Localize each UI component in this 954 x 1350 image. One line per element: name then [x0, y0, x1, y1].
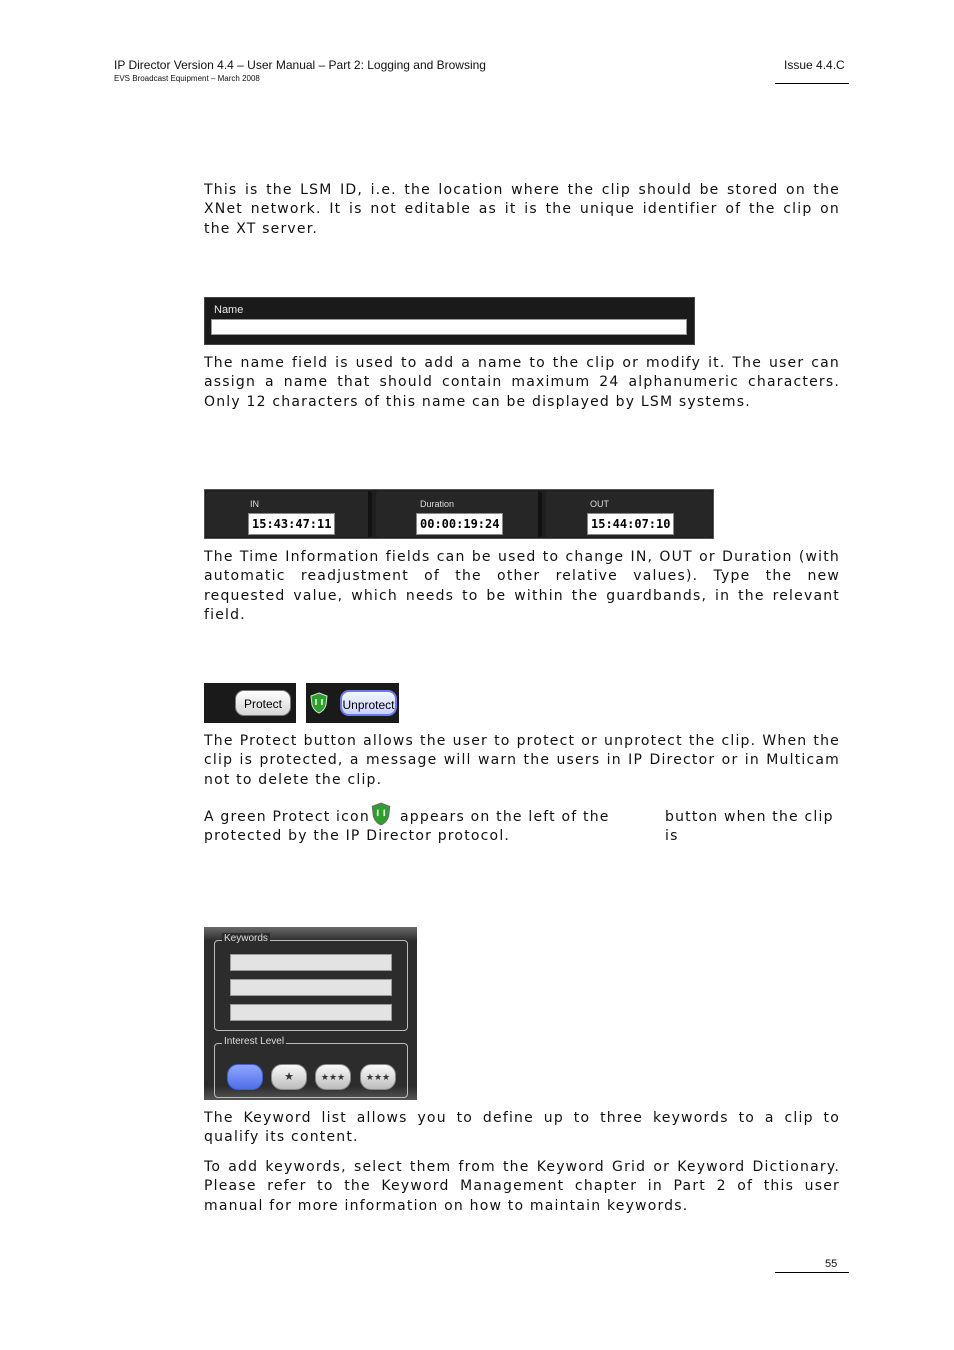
time-out-cell [546, 491, 712, 537]
interest-level-label: Interest Level [224, 1036, 285, 1047]
in-label: IN [250, 499, 259, 509]
protect-description: The Protect button allows the user to protect or unprotect the clip. When the clip is protected, a message will warn the users in IP Director or in Multicam not to delete the clip. [204, 733, 840, 788]
keyword-field-1[interactable] [230, 954, 392, 971]
time-in-cell [206, 491, 372, 537]
page-number: 55 [825, 1258, 838, 1270]
protect-icon-text-before: A green Protect icon [204, 809, 370, 825]
keyword-field-3[interactable] [230, 1004, 392, 1021]
protect-icon-text-after: appears on the left of the [400, 809, 610, 825]
interest-level-0-button[interactable] [227, 1064, 263, 1090]
name-field-label: Name [214, 304, 244, 316]
duration-timecode-input[interactable]: 00:00:19:24 [416, 513, 503, 535]
unprotect-button[interactable]: Unprotect [340, 690, 397, 716]
keywords-description-2: To add keywords, select them from the Keyword Grid or Keyword Dictionary. Please refer to the Keyword Management chapter in Part 2 of this user manual for more information on how to maintain keywords. [204, 1159, 840, 1214]
time-information-panel [204, 489, 714, 539]
in-timecode-input[interactable]: 15:43:47:11 [248, 513, 335, 535]
protect-icon-text-end: button when the clip is [665, 809, 834, 845]
issue-number: Issue 4.4.C [784, 58, 845, 72]
interest-level-1-button[interactable]: ★ [271, 1064, 307, 1090]
protect-button[interactable]: Protect [235, 690, 291, 716]
header-rule [775, 83, 849, 84]
keywords-panel [204, 927, 417, 1100]
green-shield-icon [309, 692, 329, 714]
time-duration-cell [376, 491, 542, 537]
document-subtitle: EVS Broadcast Equipment – March 2008 [114, 74, 260, 83]
name-field-panel [204, 297, 695, 345]
keyword-field-2[interactable] [230, 979, 392, 996]
lsm-id-description: This is the LSM ID, i.e. the location where the clip should be stored on the XNet network. It is not editable as it is the unique identifier of the clip on the XT server. [204, 182, 840, 237]
interest-level-2-button[interactable]: ★★★ [315, 1064, 351, 1090]
keywords-group [214, 933, 408, 1031]
interest-level-3-button[interactable]: ★★★ [360, 1064, 396, 1090]
keywords-group-label: Keywords [224, 933, 268, 944]
document-title: IP Director Version 4.4 – User Manual – Part 2: Logging and Browsing [114, 58, 486, 72]
out-label: OUT [590, 499, 609, 509]
protect-panel [204, 683, 296, 723]
green-shield-icon [370, 802, 392, 826]
name-description: The name field is used to add a name to the clip or modify it. The user can assign a name that should contain maximum 24 alphanumeric characters. Only 12 characters of this name can be displayed by LSM systems. [204, 355, 840, 410]
duration-label: Duration [420, 499, 455, 509]
protect-icon-text-line2: protected by the IP Director protocol. [204, 828, 511, 844]
out-timecode-input[interactable]: 15:44:07:10 [587, 513, 674, 535]
time-description: The Time Information fields can be used to change IN, OUT or Duration (with automatic readjustment of the other relative values). Type the new requested value, which needs to be within the guardbands, in the relevant field. [204, 549, 840, 623]
name-input[interactable] [211, 319, 687, 335]
keywords-description-1: The Keyword list allows you to define up to three keywords to a clip to qualify its content. [204, 1110, 840, 1146]
interest-level-group [214, 1036, 408, 1098]
footer-rule [775, 1272, 849, 1273]
unprotect-panel [306, 683, 399, 723]
